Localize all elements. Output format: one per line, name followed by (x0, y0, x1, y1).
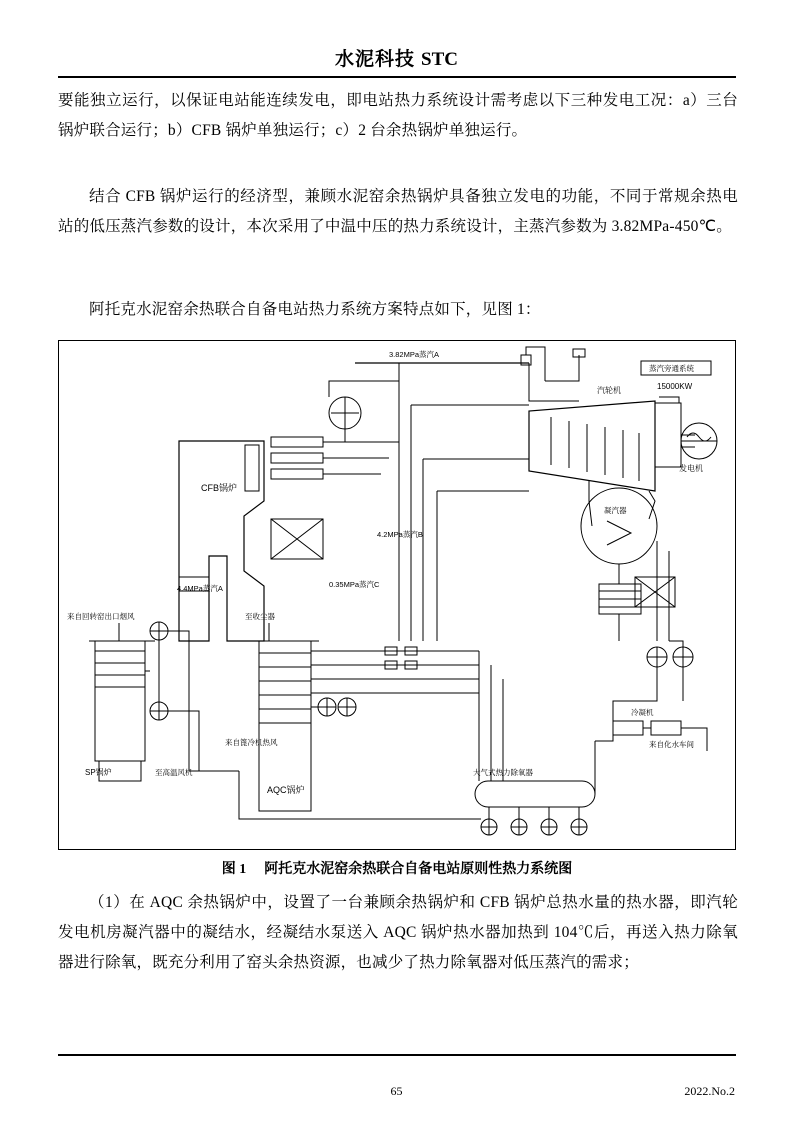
svg-text:15000KW: 15000KW (657, 382, 693, 391)
paragraph-1: 要能独立运行，以保证电站能连续发电，即电站热力系统设计需考虑以下三种发电工况：a）三台锅炉联合运行；b）CFB 锅炉单独运行；c）2 台余热锅炉单独运行。 (58, 92, 738, 139)
journal-title: 水泥科技 (335, 49, 416, 70)
svg-text:汽轮机: 汽轮机 (597, 386, 621, 395)
figure-title: 阿托克水泥窑余热联合自备电站原则性热力系统图 (264, 862, 573, 877)
paragraph-4: （1）在 AQC 余热锅炉中，设置了一台兼顾余热锅炉和 CFB 锅炉总热水量的热水器，即汽轮发电机房凝汽器中的凝结水，经凝结水泵送入 AQC 锅炉热水器加热到 104℃后，再送入热力除氧器进行除氧，既充分利用了窑头余热资源，也减少了热力除氧器对低压蒸汽的需求； (58, 894, 738, 971)
figure-diagram (58, 340, 736, 850)
svg-text:CFB锅炉: CFB锅炉 (201, 483, 238, 493)
svg-text:来自化水车间: 来自化水车间 (649, 740, 694, 749)
paragraph-2-container (58, 182, 738, 242)
issue-label: 2022.No.2 (684, 1084, 735, 1098)
svg-text:0.35MPa蒸汽C: 0.35MPa蒸汽C (329, 580, 380, 589)
svg-text:发电机: 发电机 (679, 464, 703, 473)
paragraph-2: 结合 CFB 锅炉运行的经济型，兼顾水泥窑余热锅炉具备独立发电的功能，不同于常规余热电站的低压蒸汽参数的设计，本次采用了中温中压的热力系统设计，主蒸汽参数为 3.82MPa-450℃。 (58, 188, 738, 235)
svg-text:冷凝机: 冷凝机 (631, 708, 654, 717)
svg-text:4.2MPa蒸汽B: 4.2MPa蒸汽B (377, 530, 423, 539)
footer-rule (58, 1054, 736, 1056)
paragraph-3: 阿托克水泥窑余热联合自备电站热力系统方案特点如下，见图 1： (89, 301, 541, 318)
svg-text:来自篦冷机热风: 来自篦冷机热风 (225, 738, 278, 747)
svg-text:大气式热力除氧器: 大气式热力除氧器 (473, 768, 533, 777)
svg-text:AQC锅炉: AQC锅炉 (267, 785, 305, 795)
thermal-system-diagram (59, 341, 735, 849)
svg-text:至收尘器: 至收尘器 (245, 612, 275, 621)
paragraph-3-container (58, 295, 738, 325)
svg-text:至高温风机: 至高温风机 (155, 768, 193, 777)
figure-number: 图 1 (221, 862, 247, 877)
paragraph-1-container (58, 86, 738, 146)
header-rule (58, 76, 736, 78)
page-header (0, 44, 793, 71)
figure-caption (58, 858, 736, 878)
svg-text:SP锅炉: SP锅炉 (85, 768, 112, 777)
journal-abbr: STC (421, 49, 458, 70)
svg-text:4.4MPa蒸汽A: 4.4MPa蒸汽A (177, 584, 223, 593)
svg-text:3.82MPa蒸汽A: 3.82MPa蒸汽A (389, 350, 440, 359)
page-number: 65 (390, 1084, 403, 1098)
svg-text:凝汽器: 凝汽器 (604, 506, 627, 515)
svg-text:来自回转窑出口烟风: 来自回转窑出口烟风 (67, 612, 135, 621)
paragraph-4-container (58, 888, 738, 978)
svg-text:蒸汽旁通系统: 蒸汽旁通系统 (649, 364, 694, 373)
